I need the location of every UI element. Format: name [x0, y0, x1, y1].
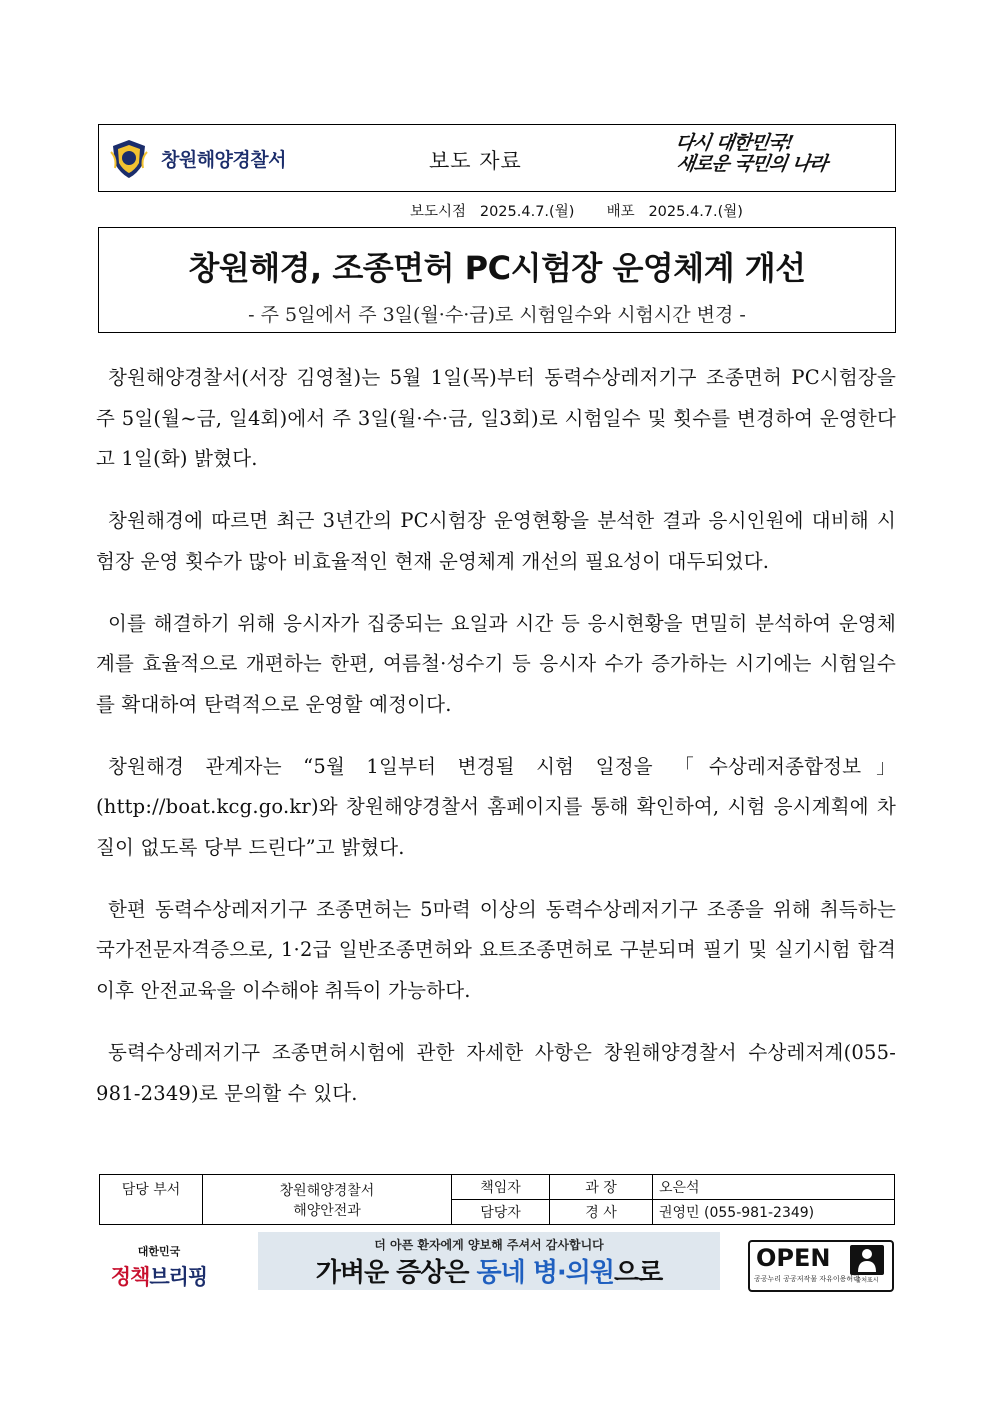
dept-name-line-2: 해양안전과	[293, 1202, 361, 1219]
open-word: OPEN	[756, 1244, 831, 1272]
paragraph-2: 창원해경에 따르면 최근 3년간의 PC시험장 운영현황을 분석한 결과 응시인원에 대비해 시험장 운영 횟수가 많아 비효율적인 현재 운영체계 개선의 필요성이 대두되었다.	[96, 509, 896, 573]
header-box	[98, 124, 896, 192]
banner-main-b: 동네 병·의원	[476, 1258, 615, 1288]
policy-briefing-title-b: 브리핑	[149, 1265, 208, 1289]
rank-cell: 과 장	[550, 1175, 653, 1200]
release-info: 보도시점 2025.4.7.(월) 배포 2025.4.7.(월)	[410, 204, 743, 220]
paragraph-1: 창원해양경찰서(서장 김영철)는 5월 1일(목)부터 동력수상레저기구 조종면허 PC시험장을 주 5일(월~금, 일4회)에서 주 3일(월·수·금, 일3회)로 시험일수 및 횟수를 변경하여 운영한다고 1일(화) 밝혔다.	[96, 366, 896, 471]
doc-type-title: 보도 자료	[429, 149, 522, 173]
rank-cell: 경 사	[550, 1200, 653, 1225]
banner-main-a: 가벼운 증상은	[315, 1258, 477, 1288]
policy-briefing-title	[104, 1261, 214, 1291]
page-subtitle: - 주 5일에서 주 3일(월·수·금)로 시험일수와 시험시간 변경 -	[248, 304, 746, 326]
slogan	[671, 133, 887, 175]
coast-guard-emblem-icon	[109, 138, 149, 180]
open-subtext: 공공누리 공공저작물 자유이용허락	[754, 1275, 860, 1283]
role-cell: 담당자	[452, 1200, 550, 1225]
slogan-line-2: 새로운 국민의 나라	[675, 153, 829, 175]
campaign-banner	[258, 1232, 720, 1290]
person-cell: 오은석	[653, 1175, 895, 1200]
org-name: 창원해양경찰서	[161, 149, 286, 171]
paragraph-6: 동력수상레저기구 조종면허시험에 관한 자세한 사항은 창원해양경찰서 수상레저계(055-981-2349)로 문의할 수 있다.	[96, 1040, 896, 1105]
person-cell: 권영민 (055-981-2349)	[653, 1200, 895, 1225]
attribution-label: 출처표시	[855, 1277, 879, 1284]
table-row	[100, 1175, 895, 1200]
policy-briefing-small: 대한민국	[137, 1245, 181, 1258]
paragraph-4: 창원해경 관계자는 “5월 1일부터 변경될 시험 일정을 「수상레저종합정보」(http://boat.kcg.go.kr)와 창원해양경찰서 홈페이지를 통해 확인하여, 시험 응시계획에 차질이 없도록 당부 드린다”고 밝혔다.	[96, 754, 896, 860]
paragraph-5: 한편 동력수상레저기구 조종면허는 5마력 이상의 동력수상레저기구 조종을 위해 취득하는 국가전문자격증으로, 1·2급 일반조종면허와 요트조종면허로 구분되며 필기 및 실기시험 합격 이후 안전교육을 이수해야 취득이 가능하다.	[96, 897, 896, 1003]
page-title: 창원해경, 조종면허 PC시험장 운영체계 개선	[188, 249, 806, 287]
title-box	[98, 227, 896, 333]
policy-briefing-logo	[104, 1243, 214, 1291]
dept-label: 담당 부서	[100, 1175, 203, 1225]
banner-main-text	[258, 1252, 720, 1289]
open-license-badge	[748, 1240, 894, 1292]
role-cell: 책임자	[452, 1175, 550, 1200]
dept-name	[203, 1175, 452, 1225]
policy-briefing-title-a: 정책	[110, 1265, 150, 1289]
paragraph-3: 이를 해결하기 위해 응시자가 집중되는 요일과 시간 등 응시현황을 면밀히 분석하여 운영체계를 효율적으로 개편하는 한편, 여름철·성수기 등 응시자 수가 증가하는 시기에는 시험일수를 확대하여 탄력적으로 운영할 예정이다.	[96, 611, 896, 716]
attribution-person-icon	[850, 1245, 884, 1275]
body-text	[96, 358, 896, 1135]
banner-top-text: 더 아픈 환자에게 양보해 주셔서 감사합니다	[374, 1238, 604, 1252]
slogan-line-1: 다시 대한민국!	[674, 132, 795, 154]
contact-table	[99, 1174, 895, 1225]
banner-main-c: 으로	[614, 1258, 663, 1288]
dept-name-line-1: 창원해양경찰서	[279, 1182, 375, 1199]
